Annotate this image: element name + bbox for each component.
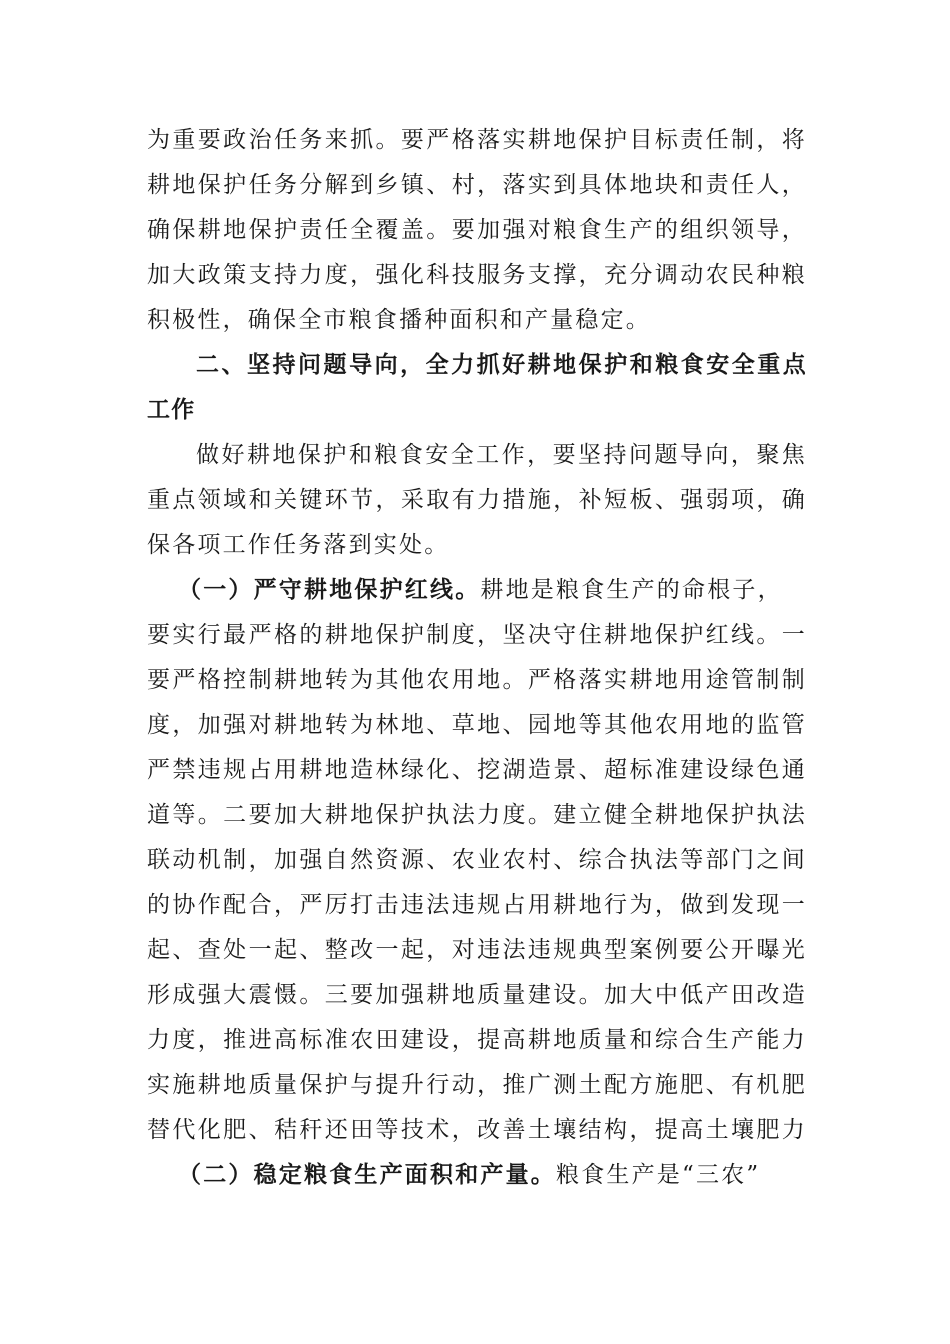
body-line-17: 形成强大震慑。三要加强耕地质量建设。加大中低产田改造 (147, 982, 807, 1008)
subheading-2: （二）稳定粮食生产面积和产量。 (178, 1162, 556, 1188)
body-line-11: 度，加强对耕地转为林地、草地、园地等其他农用地的监管 (147, 712, 807, 738)
body-line-9: 要实行最严格的耕地保护制度，坚决守住耕地保护红线。一 (147, 622, 807, 648)
body-line-20: 替代化肥、秸秆还田等技术，改善土壤结构，提高土壤肥力 (147, 1117, 807, 1143)
body-line-2: 耕地保护任务分解到乡镇、村，落实到具体地块和责任人， (147, 172, 807, 198)
body-line-3: 确保耕地保护责任全覆盖。要加强对粮食生产的组织领导， (147, 217, 807, 243)
section-heading-2-cont: 工作 (147, 397, 196, 423)
body-line-12: 严禁违规占用耕地造林绿化、挖湖造景、超标准建设绿色通 (147, 757, 807, 783)
body-line-14: 联动机制，加强自然资源、农业农村、综合执法等部门之间 (147, 847, 807, 873)
body-line-6: 做好耕地保护和粮食安全工作，要坚持问题导向，聚焦 (196, 442, 807, 468)
subheading-2-line (178, 1159, 807, 1191)
body-line-4: 加大政策支持力度，强化科技服务支撑，充分调动农民种粮 (147, 262, 807, 288)
body-line-16: 起、查处一起、整改一起，对违法违规典型案例要公开曝光 (147, 937, 807, 963)
body-line-18: 力度，推进高标准农田建设，提高耕地质量和综合生产能力 (147, 1027, 807, 1053)
subheading-1: （一）严守耕地保护红线。 (178, 577, 481, 603)
body-line-13: 道等。二要加大耕地保护执法力度。建立健全耕地保护执法 (147, 802, 807, 828)
body-line-10: 要严格控制耕地转为其他农用地。严格落实耕地用途管制制 (147, 667, 807, 693)
body-line-5: 积极性，确保全市粮食播种面积和产量稳定。 (147, 307, 651, 333)
body-line-8: 保各项工作任务落到实处。 (147, 532, 450, 558)
subheading-2-text: 粮食生产是“三农” (556, 1162, 761, 1188)
body-line-7: 重点领域和关键环节，采取有力措施，补短板、强弱项，确 (147, 487, 807, 513)
body-line-1: 为重要政治任务来抓。要严格落实耕地保护目标责任制，将 (147, 127, 807, 153)
section-heading-2: 二、坚持问题导向，全力抓好耕地保护和粮食安全重点 (196, 352, 807, 378)
body-line-19: 实施耕地质量保护与提升行动，推广测土配方施肥、有机肥 (147, 1072, 807, 1098)
body-line-15: 的协作配合，严厉打击违法违规占用耕地行为，做到发现一 (147, 892, 807, 918)
subheading-1-text: 耕地是粮食生产的命根子， (480, 577, 783, 603)
subheading-1-line (178, 574, 807, 606)
